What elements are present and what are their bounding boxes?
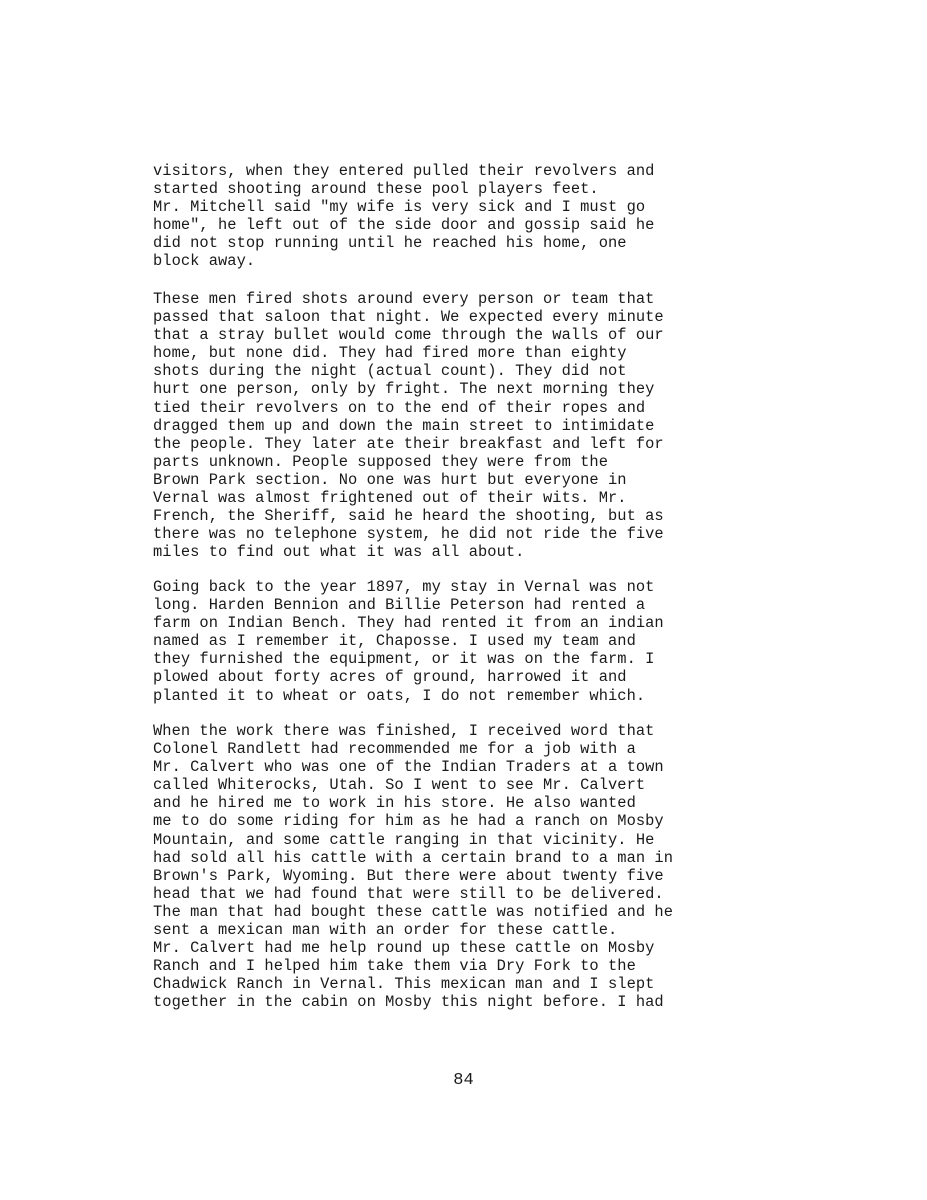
- paragraph-saloon-visitors: visitors, when they entered pulled their revolvers and started shooting around these pool players feet. Mr. Mitchell said "my wife is very sick and I must go home", he left out of the side door and gossip said he did not stop running until he reached his home, one block away.: [153, 162, 655, 271]
- page-number: 84: [453, 1071, 474, 1090]
- paragraph-indian-bench-farm: Going back to the year 1897, my stay in Vernal was not long. Harden Bennion and Billie Peterson had rented a farm on Indian Bench. They had rented it from an indian named as I remember it, Chaposse. I used my team and they furnished the equipment, or it was on the farm. I plowed about forty acres of ground, harrowed it and planted it to wheat or oats, I do not remember which.: [153, 578, 664, 705]
- paragraph-shots-fired: These men fired shots around every person or team that passed that saloon that night. We expected every minute that a stray bullet would come through the walls of our home, but none did. They had fired more than eighty shots during the night (actual count). They did not hurt one person, only by fright. The next morning they tied their revolvers on to the end of their ropes and dragged them up and down the main street to intimidate the people. They later ate their breakfast and left for parts unknown. People supposed they were from the Brown Park section. No one was hurt but everyone in Vernal was almost frightened out of their wits. Mr. French, the Sheriff, said he heard the shooting, but as there was no telephone system, he did not ride the five miles to find out what it was all about.: [153, 290, 664, 562]
- paragraph-calvert-whiterocks: When the work there was finished, I received word that Colonel Randlett had recommended me for a job with a Mr. Calvert who was one of the Indian Traders at a town called Whiterocks, Utah. So I went to see Mr. Calvert and he hired me to work in his store. He also wanted me to do some riding for him as he had a ranch on Mosby Mountain, and some cattle ranging in that vicinity. He had sold all his cattle with a certain brand to a man in Brown's Park, Wyoming. But there were about twenty five head that we had found that were still to be delivered. The man that had bought these cattle was notified and he sent a mexican man with an order for these cattle. Mr. Calvert had me help round up these cattle on Mosby Ranch and I helped him take them via Dry Fork to the Chadwick Ranch in Vernal. This mexican man and I slept together in the cabin on Mosby this night before. I had: [153, 722, 674, 1012]
